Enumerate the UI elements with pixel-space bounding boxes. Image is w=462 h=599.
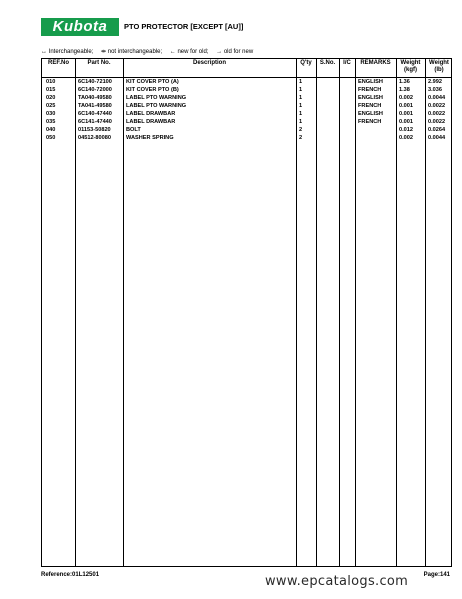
cell-qty: 1 <box>299 79 303 85</box>
cell-part-no: 6C140-47440 <box>78 111 112 117</box>
cell-weight-lb: 2.992 <box>428 79 442 85</box>
table-row <box>42 94 451 102</box>
cell-ref-no: 015 <box>46 87 56 93</box>
table-row <box>42 118 451 126</box>
cell-description: LABEL PTO WARNING <box>126 95 187 101</box>
cell-ref-no: 025 <box>46 103 56 109</box>
cell-weight-lb: 0.0044 <box>428 135 446 141</box>
cell-ref-no: 030 <box>46 111 56 117</box>
legend-new-for-old: ← new for old; <box>169 49 209 55</box>
cell-weight-lb: 0.0022 <box>428 111 446 117</box>
cell-part-no: 04512-80080 <box>78 135 111 141</box>
cell-remarks: FRENCH <box>358 119 382 125</box>
reference-number: Reference:01L12501 <box>41 572 100 578</box>
cell-ref-no: 040 <box>46 127 56 133</box>
cell-description: LABEL PTO WARNING <box>126 103 187 109</box>
header-weight-kgf: Weight (kgf) <box>400 60 421 73</box>
cell-remarks: ENGLISH <box>358 95 383 101</box>
header-weight-lb: Weight (lb) <box>429 60 449 73</box>
cell-weight-lb: 0.0022 <box>428 103 446 109</box>
header-ic: I/C <box>343 60 351 66</box>
cell-weight-kgf: 0.001 <box>399 111 413 117</box>
cell-weight-lb: 0.0044 <box>428 95 446 101</box>
page-title: PTO PROTECTOR [EXCEPT [AU]] <box>124 22 244 31</box>
cell-part-no: 6C140-72100 <box>78 79 112 85</box>
page-number: Page:141 <box>423 572 450 578</box>
cell-part-no: 01153-50820 <box>78 127 111 133</box>
cell-description: KIT COVER PTO (B) <box>126 87 179 93</box>
cell-qty: 2 <box>299 127 303 133</box>
table-row <box>42 126 451 134</box>
cell-weight-kgf: 1.38 <box>399 87 410 93</box>
cell-weight-lb: 0.0264 <box>428 127 446 133</box>
cell-weight-kgf: 0.001 <box>399 103 413 109</box>
cell-ref-no: 020 <box>46 95 56 101</box>
legend-not-interchangeable: ⇹ not interchangeable; <box>101 49 163 55</box>
cell-weight-kgf: 0.012 <box>399 127 413 133</box>
cell-remarks: ENGLISH <box>358 111 383 117</box>
cell-description: BOLT <box>126 127 141 133</box>
header-remarks: REMARKS <box>360 60 391 66</box>
header-serial-no: S.No. <box>319 60 336 66</box>
cell-weight-kgf: 0.002 <box>399 95 413 101</box>
kubota-logo: Kubota <box>41 18 119 36</box>
cell-qty: 1 <box>299 103 303 109</box>
cell-weight-kgf: 0.001 <box>399 119 413 125</box>
cell-qty: 1 <box>299 111 303 117</box>
cell-ref-no: 010 <box>46 79 56 85</box>
cell-remarks: FRENCH <box>358 103 382 109</box>
cell-description: LABEL DRAWBAR <box>126 119 176 125</box>
watermark: www.epcatalogs.com <box>265 574 409 589</box>
cell-part-no: TA041-49580 <box>78 103 112 109</box>
cell-qty: 1 <box>299 95 303 101</box>
header-description: Description <box>192 60 226 66</box>
table-row <box>42 134 451 142</box>
cell-description: WASHER SPRING <box>126 135 174 141</box>
cell-remarks: ENGLISH <box>358 79 383 85</box>
cell-qty: 2 <box>299 135 303 141</box>
table-row <box>42 110 451 118</box>
legend-old-for-new: → old for new <box>216 49 254 55</box>
parts-table <box>41 58 452 567</box>
header-part-no: Part No. <box>87 60 111 66</box>
cell-ref-no: 035 <box>46 119 56 125</box>
cell-part-no: 6C140-72000 <box>78 87 112 93</box>
legend-interchangeable: ↔ Interchangeable; <box>41 49 94 55</box>
header-qty: Q'ty <box>300 60 312 66</box>
cell-weight-kgf: 0.002 <box>399 135 413 141</box>
cell-part-no: 6C141-47440 <box>78 119 112 125</box>
cell-remarks: FRENCH <box>358 87 382 93</box>
cell-weight-kgf: 1.36 <box>399 79 410 85</box>
cell-weight-lb: 3.036 <box>428 87 442 93</box>
cell-weight-lb: 0.0022 <box>428 119 446 125</box>
legend <box>41 48 259 55</box>
cell-part-no: TA040-49580 <box>78 95 112 101</box>
table-row <box>42 86 451 94</box>
cell-description: LABEL DRAWBAR <box>126 111 176 117</box>
cell-description: KIT COVER PTO (A) <box>126 79 179 85</box>
header-ref-no: REF.No <box>48 60 69 66</box>
cell-qty: 1 <box>299 87 303 93</box>
cell-ref-no: 050 <box>46 135 56 141</box>
table-row <box>42 78 451 86</box>
table-row <box>42 102 451 110</box>
cell-qty: 1 <box>299 119 303 125</box>
